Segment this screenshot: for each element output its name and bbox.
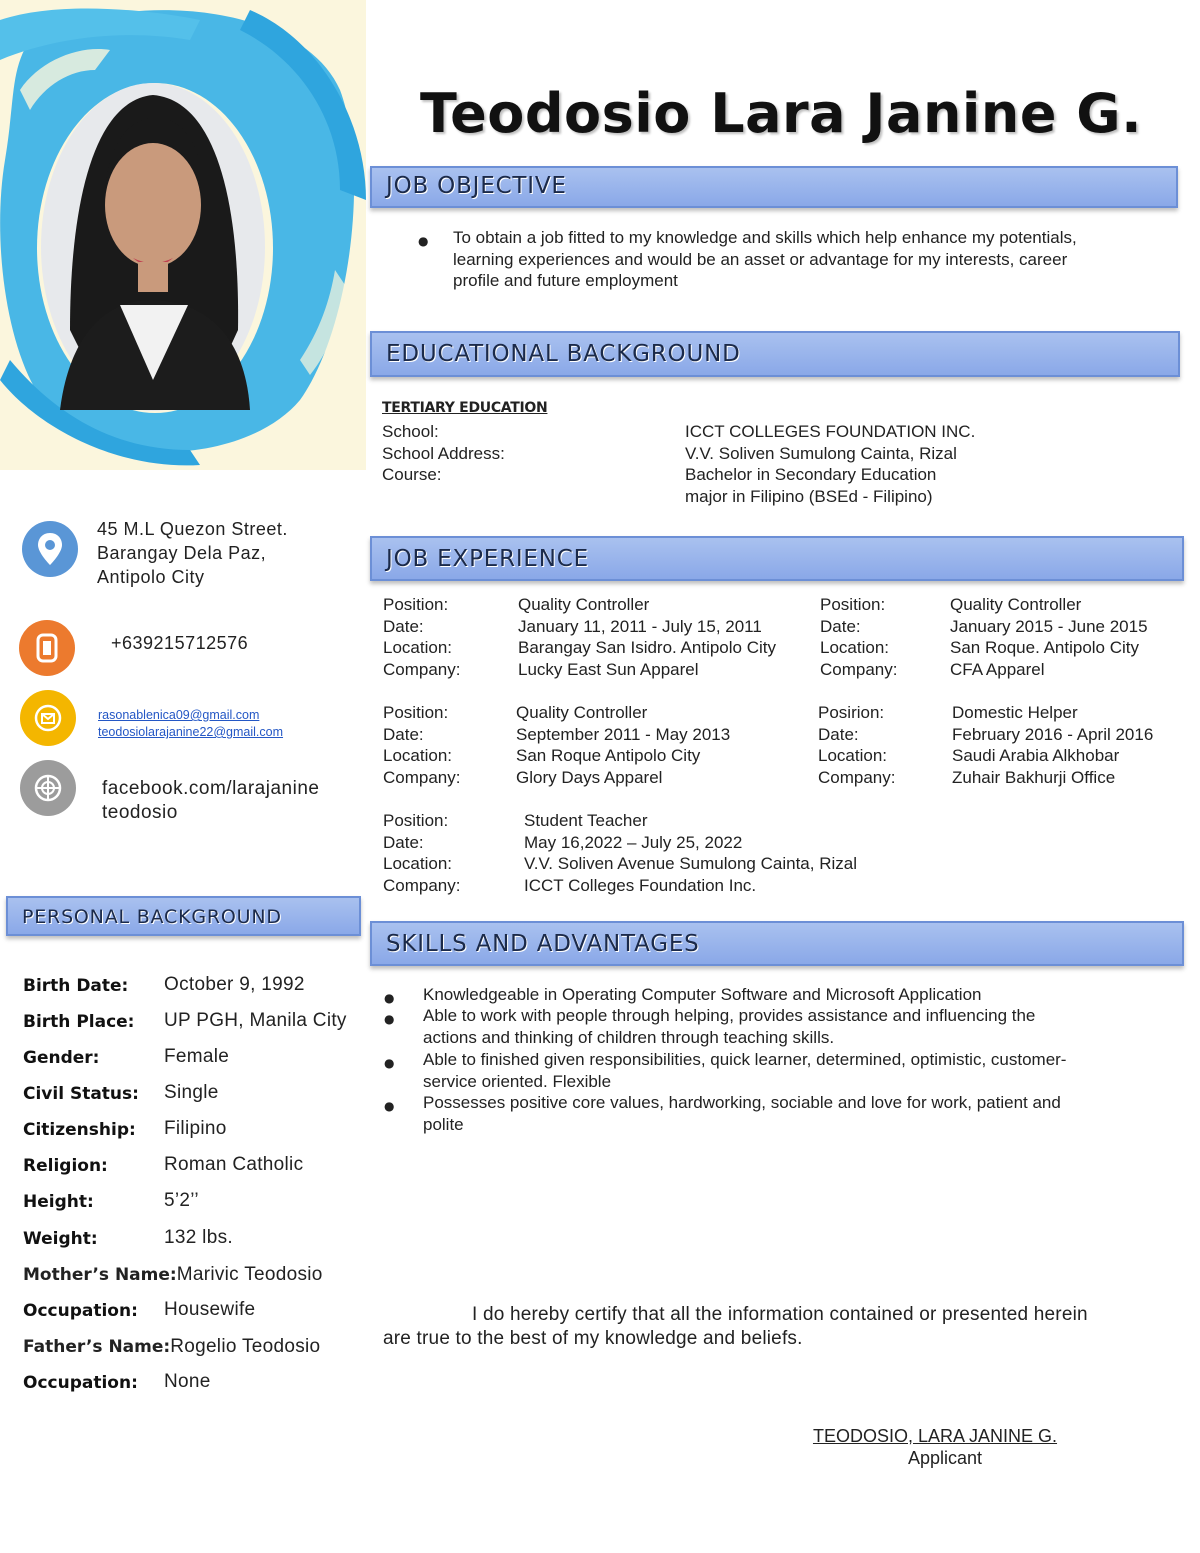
job-2-labels <box>820 594 897 680</box>
school-address-value: V.V. Soliven Sumulong Cainta, Rizal <box>685 443 957 463</box>
location-value: V.V. Soliven Avenue Sumulong Cainta, Rizal <box>524 854 857 873</box>
position-value: Quality Controller <box>516 703 648 722</box>
religion-label: Religion: <box>23 1156 108 1176</box>
school-label: School: <box>382 422 439 441</box>
birth-date-label: Birth Date: <box>23 976 129 996</box>
section-title: JOB EXPERIENCE <box>386 546 589 572</box>
height-label: Height: <box>23 1192 94 1212</box>
fathers-name-label: Father’s Name: <box>23 1337 171 1357</box>
objective-line: learning experiences and would be an asset or advantage for my interests, career <box>453 249 1068 269</box>
position-label: Position: <box>383 703 449 722</box>
civil-status-value: Single <box>164 1082 219 1103</box>
education-header <box>370 331 1180 377</box>
address-line: Barangay Dela Paz, <box>97 543 267 563</box>
company-value: ICCT Colleges Foundation Inc. <box>524 875 757 895</box>
company-value: Zuhair Bakhurji Office <box>952 767 1116 787</box>
location-value: San Roque. Antipolo City <box>950 638 1140 657</box>
fathers-name-value: Rogelio Teodosio <box>170 1336 321 1357</box>
job-5-values <box>524 810 857 896</box>
position-value: Quality Controller <box>950 595 1082 614</box>
company-value: Lucky East Sun Apparel <box>518 659 699 679</box>
height-value: 5’2’’ <box>164 1190 199 1211</box>
birth-date-value: October 9, 1992 <box>164 974 305 995</box>
company-label: Company: <box>820 659 898 679</box>
religion-value: Roman Catholic <box>164 1154 304 1175</box>
company-label: Company: <box>383 875 461 895</box>
applicant-name-title: Teodosio Lara Janine G. <box>420 82 1143 145</box>
course-value: Bachelor in Secondary Education <box>685 465 937 484</box>
skill-line: Able to work with people through helping, provides assistance and influencing the <box>423 1006 1036 1025</box>
date-label: Date: <box>383 724 424 744</box>
bullet-icon: ● <box>384 991 395 1005</box>
date-label: Date: <box>820 616 861 636</box>
signature-name: TEODOSIO, LARA JANINE G. <box>812 1426 1058 1446</box>
skill-line: polite <box>423 1114 464 1134</box>
date-value: September 2011 - May 2013 <box>516 724 731 744</box>
signature-block <box>780 1425 1090 1469</box>
certification-line: I do hereby certify that all the information contained or presented herein <box>472 1304 1088 1325</box>
company-label: Company: <box>818 767 896 787</box>
gender-value: Female <box>164 1046 230 1067</box>
course-label: Course: <box>382 465 442 484</box>
location-label: Location: <box>383 746 452 765</box>
objective-text <box>453 227 1077 292</box>
mothers-name-value: Marivic Teodosio <box>176 1264 323 1285</box>
address <box>97 517 288 589</box>
position-label: Position: <box>383 595 449 614</box>
date-label: Date: <box>383 832 424 852</box>
skill-item <box>423 1092 1061 1135</box>
education-values <box>685 421 975 507</box>
civil-status-label: Civil Status: <box>23 1084 139 1104</box>
tertiary-education-subtitle: TERTIARY EDUCATION <box>382 400 548 416</box>
date-value: January 2015 - June 2015 <box>950 616 1148 636</box>
job-1-values <box>518 594 776 680</box>
birth-place-label: Birth Place: <box>23 1012 135 1032</box>
course-value-line2: major in Filipino (BSEd - Filipino) <box>685 486 933 506</box>
signature-role: Applicant <box>907 1448 983 1468</box>
section-title: EDUCATIONAL BACKGROUND <box>386 341 741 367</box>
school-value: ICCT COLLEGES FOUNDATION INC. <box>685 422 976 441</box>
section-title: PERSONAL BACKGROUND <box>22 906 282 928</box>
email-link[interactable]: teodosiolarajanine22@gmail.com <box>98 725 284 739</box>
bullet-icon: ● <box>418 234 429 248</box>
weight-value: 132 lbs. <box>164 1227 233 1248</box>
bullet-icon: ● <box>384 1056 395 1070</box>
phone-icon <box>19 620 75 676</box>
certification-statement <box>383 1303 1088 1351</box>
date-label: Date: <box>818 724 859 744</box>
mothers-name-row <box>23 1264 323 1286</box>
objective-line: To obtain a job fitted to my knowledge and skills which help enhance my potentials, <box>453 228 1077 247</box>
address-line: Antipolo City <box>97 567 205 587</box>
phone-number[interactable]: +639215712576 <box>111 633 249 653</box>
position-label: Position: <box>383 811 449 830</box>
mothers-name-label: Mother’s Name: <box>23 1265 177 1285</box>
job-3-values <box>516 702 730 788</box>
education-labels <box>382 421 505 486</box>
company-label: Company: <box>383 767 461 787</box>
location-label: Location: <box>820 638 889 657</box>
photo-panel <box>0 0 366 470</box>
bullet-icon: ● <box>384 1012 395 1026</box>
date-label: Date: <box>383 616 424 636</box>
location-label: Location: <box>818 746 887 765</box>
citizenship-value: Filipino <box>164 1118 227 1139</box>
skills-header <box>370 921 1184 966</box>
skill-line: Possesses positive core values, hardworking, sociable and love for work, patient and <box>423 1093 1061 1112</box>
father-occupation-label: Occupation: <box>23 1373 138 1393</box>
company-value: CFA Apparel <box>950 659 1045 679</box>
section-title: JOB OBJECTIVE <box>386 173 567 199</box>
objective-line: profile and future employment <box>453 271 678 290</box>
personal-background-header <box>6 896 361 936</box>
skill-item <box>423 1049 1066 1092</box>
birth-place-value: UP PGH, Manila City <box>164 1010 347 1031</box>
mother-occupation-value: Housewife <box>164 1299 256 1320</box>
job-2-values <box>950 594 1148 680</box>
email-link[interactable]: rasonablenica09@gmail.com <box>98 708 260 722</box>
company-value: Glory Days Apparel <box>516 767 663 787</box>
father-occupation-value: None <box>164 1371 211 1392</box>
job-3-labels <box>383 702 460 788</box>
location-value: Barangay San Isidro. Antipolo City <box>518 638 776 657</box>
skill-line: Knowledgeable in Operating Computer Software and Microsoft Application <box>423 985 982 1004</box>
skill-line: Able to finished given responsibilities, quick learner, determined, optimistic, customer- <box>423 1050 1067 1069</box>
brush-frame <box>0 0 366 470</box>
position-value: Quality Controller <box>518 595 650 614</box>
fathers-name-row <box>23 1336 320 1358</box>
position-value: Student Teacher <box>524 811 648 830</box>
address-line: 45 M.L Quezon Street. <box>97 519 288 539</box>
job-experience-header <box>370 536 1184 581</box>
job-4-values <box>952 702 1153 788</box>
facebook-line: facebook.com/larajanine <box>102 778 320 799</box>
certification-line: are true to the best of my knowledge and beliefs. <box>383 1328 803 1349</box>
weight-label: Weight: <box>23 1229 98 1249</box>
bullet-icon: ● <box>384 1099 395 1113</box>
date-value: February 2016 - April 2016 <box>952 724 1154 744</box>
company-label: Company: <box>383 659 461 679</box>
mail-icon <box>20 690 76 746</box>
facebook-link[interactable] <box>102 777 319 825</box>
date-value: May 16,2022 – July 25, 2022 <box>524 832 743 852</box>
gender-label: Gender: <box>23 1048 100 1068</box>
job-5-labels <box>383 810 460 896</box>
location-label: Location: <box>383 638 452 657</box>
location-pin-icon <box>22 521 78 577</box>
citizenship-label: Citizenship: <box>23 1120 136 1140</box>
location-value: San Roque Antipolo City <box>516 746 701 765</box>
job-4-labels <box>818 702 895 788</box>
school-address-label: School Address: <box>382 443 505 463</box>
location-value: Saudi Arabia Alkhobar <box>952 746 1120 765</box>
skill-item <box>423 984 982 1006</box>
skill-line: service oriented. Flexible <box>423 1071 612 1091</box>
facebook-line: teodosio <box>102 802 178 823</box>
job-1-labels <box>383 594 460 680</box>
skill-item <box>423 1005 1035 1048</box>
mother-occupation-label: Occupation: <box>23 1301 138 1321</box>
position-value: Domestic Helper <box>952 703 1078 722</box>
date-value: January 11, 2011 - July 15, 2011 <box>518 616 762 636</box>
job-objective-header <box>370 166 1178 208</box>
location-label: Location: <box>383 854 452 873</box>
globe-icon <box>20 760 76 816</box>
position-label: Posirion: <box>818 703 885 722</box>
position-label: Position: <box>820 595 886 614</box>
section-title: SKILLS AND ADVANTAGES <box>386 931 700 957</box>
skill-line: actions and thinking of children through teaching skills. <box>423 1027 835 1047</box>
